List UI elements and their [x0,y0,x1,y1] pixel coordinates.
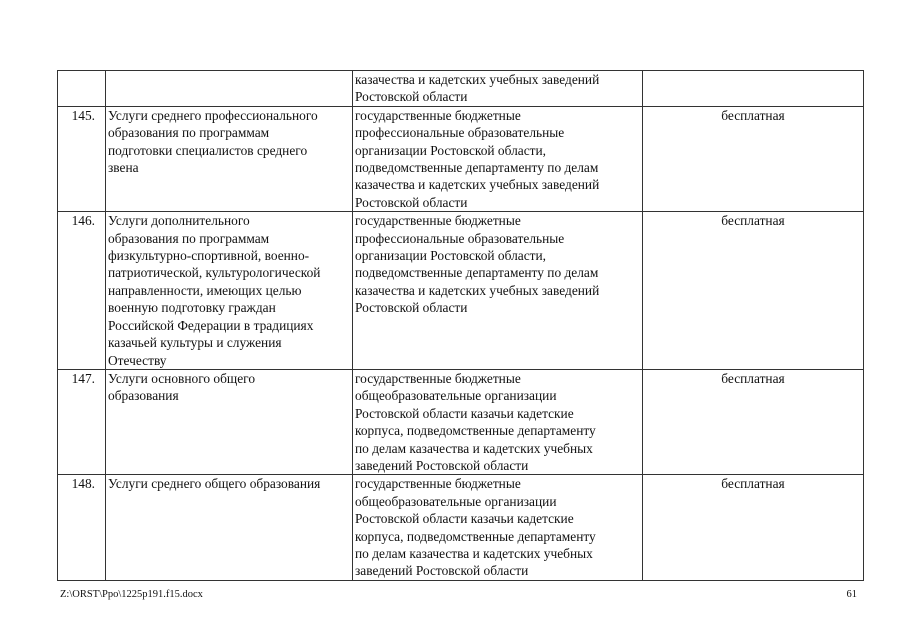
fee-cell: бесплатная [643,369,864,474]
provider-line: государственные бюджетные [355,107,521,123]
row-number-cell [58,71,106,107]
service-name-line: Услуги дополнительного [108,213,250,229]
services-table [57,70,864,581]
provider-line: организации Ростовской области, [355,142,547,158]
provider-line: Ростовской области [355,89,468,105]
row-number-cell: 146. [58,212,106,370]
provider-line: организации Ростовской области, [355,248,547,264]
service-name-line: казачьей культуры и служения [108,335,282,351]
provider-line: казачества и кадетских учебных заведений [355,282,600,298]
provider-cell [353,106,643,211]
service-name-line: образования по программам [108,230,270,246]
provider-line: заведений Ростовской области [355,563,529,579]
service-name-line: Услуги среднего общего образования [108,476,321,492]
provider-line: Ростовской области [355,194,468,210]
provider-line: корпуса, подведомственные департаменту [355,423,596,439]
provider-cell [353,475,643,580]
row-number-cell: 147. [58,369,106,474]
service-name-cell [106,212,353,370]
provider-line: общеобразовательные организации [355,493,557,509]
table-row [58,212,864,370]
service-name-line: Услуги основного общего [108,370,256,386]
provider-line: государственные бюджетные [355,476,521,492]
fee-cell: бесплатная [643,106,864,211]
provider-line: профессиональные образовательные [355,125,565,141]
service-name-cell [106,71,353,107]
service-name-line: Услуги среднего профессионального [108,107,318,123]
service-name-cell [106,106,353,211]
provider-line: профессиональные образовательные [355,230,565,246]
provider-line: заведений Ростовской области [355,457,529,473]
table-row [58,106,864,211]
service-name-line: Российской Федерации в традициях [108,317,314,333]
provider-cell [353,212,643,370]
provider-line: казачества и кадетских учебных заведений [355,72,600,87]
table-row [58,369,864,474]
table-body [58,71,864,581]
service-name-line: подготовки специалистов среднего [108,142,308,158]
row-number-cell: 145. [58,106,106,211]
service-name-line: Отечеству [108,352,167,368]
provider-line: государственные бюджетные [355,370,521,386]
fee-cell: бесплатная [643,212,864,370]
provider-cell [353,369,643,474]
fee-cell [643,71,864,107]
fee-cell: бесплатная [643,475,864,580]
service-name-line: направленности, имеющих целью [108,282,302,298]
provider-line: подведомственные департаменту по делам [355,160,599,176]
service-name-line: образования по программам [108,125,270,141]
service-name-line: патриотической, культурологической [108,265,321,281]
provider-line: общеобразовательные организации [355,388,557,404]
provider-line: Ростовской области казачьи кадетские [355,511,574,527]
service-name-line: звена [108,160,139,176]
provider-line: подведомственные департаменту по делам [355,265,599,281]
provider-line: Ростовской области [355,300,468,316]
row-number-cell: 148. [58,475,106,580]
service-name-line: образования [108,388,179,404]
provider-line: по делам казачества и кадетских учебных [355,440,593,456]
service-name-line: военную подготовку граждан [108,300,276,316]
table-row [58,71,864,107]
service-name-cell [106,475,353,580]
service-name-line: физкультурно-спортивной, военно- [108,248,310,264]
service-name-cell [106,369,353,474]
table-row [58,475,864,580]
provider-line: государственные бюджетные [355,213,521,229]
provider-cell [353,71,643,107]
footer-page-number: 61 [846,589,857,600]
provider-line: по делам казачества и кадетских учебных [355,545,593,561]
footer-file-path: Z:\ORST\Ppo\1225p191.f15.docx [60,589,203,600]
provider-line: казачества и кадетских учебных заведений [355,177,600,193]
provider-line: Ростовской области казачьи кадетские [355,405,574,421]
provider-line: корпуса, подведомственные департаменту [355,528,596,544]
